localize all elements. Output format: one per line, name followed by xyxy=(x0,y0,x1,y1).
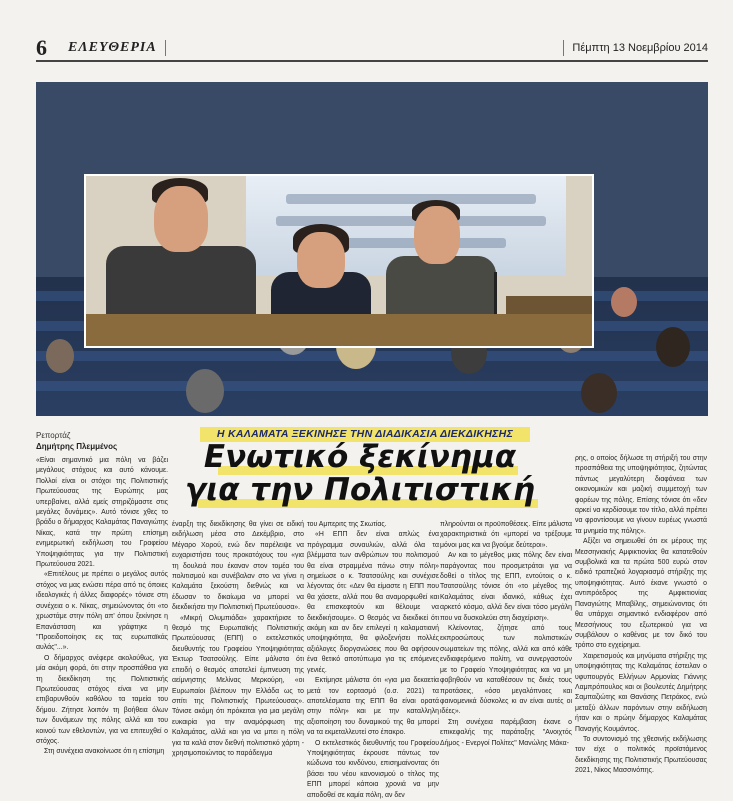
speakers-table xyxy=(86,314,592,346)
paragraph: πληρούνται οι προϋποθέσεις. Είπε μάλιστα χαρακτηριστικά ότι «μπορεί να τρέξουμε μόνοι μας και να βγούμε δεύτεροι». xyxy=(440,521,572,549)
headline-line-2: για την Πολιτιστική xyxy=(185,472,535,508)
page-number: 6 xyxy=(36,35,47,60)
byline-author: Δημήτρης Πλεμμένος xyxy=(36,442,118,451)
paragraph: Ο εκτελεστικός διευθυντής του Γραφείου Υποψηφιότητας έκρουσε πάντως τον κώδωνα του κινδύνου, επισημαίνοντας ότι βάσει του νέου κανονισμού ο τίτλος της ΕΠΠ μπορεί κάποια χρονιά να μην αποδοθεί σε καμία πόλη, αν δεν xyxy=(307,739,439,799)
paragraph: έναρξη της διεκδίκησης θα γίνει σε ειδική εκδήλωση μέσα στο Δεκέμβριο, στο Μέγαρο Χορού, ενώ δεν παρέλειψε να ευχαριστήσει τους προκατόχους του «για τη δουλειά που έκαναν στον τομέα του πολιτισμού και συνέβαλαν στο να γίνει η Καλαμάτα ξεκούστη διεθνώς και να έδωσαν το δικαίωμα να μπορεί να διεκδικήσει την Πολιτιστική Πρωτεύουσα». xyxy=(172,521,304,612)
newspaper-name: ΕΛΕΥΘΕΡΙΑ xyxy=(68,40,157,55)
article-column-2 xyxy=(172,520,304,760)
paragraph: Στη συνέχεια παρέμβαση έκανε ο επικεφαλής της παράταξης "Ανοιχτός Δήμος - Ενεργοί Πολίτες" Μανώλης Μάκα- xyxy=(440,718,572,747)
article-column-1 xyxy=(36,456,168,756)
paragraph: Αξίζει να σημειωθεί ότι εκ μέρους της Μεσσηνιακής Αμφικτιονίας θα κατατεθούν συμβολικά και τα πρώτα 500 ευρώ στον ειδικό τραπεζικό λογαριασμό στήριξης της υποψηφιότητας. Αυτό έκανε γνωστό ο αντιπρόεδρος της Αμφικτιονίας Παναγιώτης Μπαβίλης, σημειώνοντας ότι θα υπάρχει σημαντικό ενδιαφέρον από Μεσσήνιους του εξωτερικού για να συμβάλουν ο καθένας με τον δικό του τρόπο στο εγχείρημα. xyxy=(575,538,707,650)
paragraph: Ο δήμαρχος ανέφερε ακολούθως, για μία ακόμη φορά, ότι στην προσπάθεια για τη διεκδίκηση της Πολιτιστικής Πρωτεύουσας στόχος είναι να μην επιβαρυνθούν καθόλου τα ταμεία του δήμου. Ζήτησε λοιπόν τη βοήθεια όλων των δυνάμεων της πόλης αλλά και του κοινού των εθελοντών, για να επιτευχθεί ο στόχος. xyxy=(36,654,168,745)
paragraph: Αν και το μέγεθος μιας πόλης δεν είναι παράγοντας που προσμετράται για να δοθεί ο τίτλος της ΕΠΠ, εντούτοις ο κ. Τσατσούλης τόνισε ότι «το μέγεθος της Καλαμάτας είναι ιδανικό, κάθως έχει αρκετό κόσμο, αλλά δεν είναι τόσο μεγάλη που να δυσκολεύει στη διαχείριση». xyxy=(440,552,572,622)
issue-date: Πέμπτη 13 Νοεμβρίου 2014 xyxy=(572,42,708,54)
speakers-inset-photo xyxy=(84,174,594,348)
paragraph: Εκτίμησε μάλιστα ότι «για μια δεκαετία μετά τον εορτασμό (ο.σ. 2021) τα αποτελέσματα της ΕΠΠ θα είναι ορατά στην πόλη» και με την καταλληλη αξιοποίηση του δυναμικού της θα μπορεί να τα εκμεταλλευτεί στο έπακρο. xyxy=(307,677,439,737)
headline-line-1: Ενωτικό ξεκίνημα xyxy=(203,439,517,475)
paragraph: «Επιτέλους με πρέπει ο μεγάλος αυτός στόχος να μας ενώσει πέρα από τις όποιες ιδεολογικές ή άλλες διαφορές» τόνισε στη συνέχεια ο κ. Νίκας, σημειώνοντας ότι «το χρωστάμε στην πόλη απ' όπου ξεκίνησε η Επανάσταση και γράφτηκε η "Προειδοποίησις εις τας ευρωπαϊκάς αυλάς"...». xyxy=(36,571,168,652)
paragraph: Στη συνέχεια ανακοίνωσε ότι η επίσημη xyxy=(44,748,165,756)
event-photo xyxy=(36,82,708,416)
article-headline xyxy=(140,441,580,507)
byline-label: Ρεπορτάζ xyxy=(36,431,71,440)
paragraph: «Η ΕΠΠ δεν είναι απλώς ένα πρόγραμμα συναυλιών, αλλά όλα τα βλέμματα των ανθρώπων του πολιτισμού θα είναι στραμμένα πάνω στην πόλη» σημείωσε ο κ. Τσατσούλης και συνέχισε λέγοντας ότι: «Δεν θα είμαστε η ΕΠΠ που θα χάσετε, αλλά που θα αναμορφωθεί και θα επισκεφτούν και θέλουμε να διεκδικήσουμε». Ο θεσμός να διεκδικεί ότι ακόμη και αν δεν επιλεγεί η καλαματιανή υποψηφιότητα, θα φιλοξενήσει πολλές αξιόλογες διοργανώσεις που θα αφήσουν ένα θετικό αποτύπωμα για τις επόμενες γενιές. xyxy=(307,531,439,674)
article-column-5 xyxy=(575,454,707,775)
paragraph: ρης, ο οποίος δήλωσε τη στήριξή του στην προσπάθεια της υποψηφιότητας, ζητώντας πάντως μεγαλύτερη διαφάνεια των οικονομικών και μαζική συμμετοχή των φορέων της πόλης. Επίσης τόνισε ότι «δεν αρκεί να κερδίσουμε τον τίτλο, αλλά πρέπει να φροντίσουμε να γίνουν ευρέως γνωστά τα μνημεία της πόλης». xyxy=(575,455,707,535)
article-kicker: Η ΚΑΛΑΜΑΤΑ ΞΕΚΙΝΗΣΕ ΤΗΝ ΔΙΑΔΙΚΑΣΙΑ ΔΙΕΚΔΙΚΗΣΗΣ xyxy=(200,427,530,442)
paragraph: «Μικρή Ολυμπιάδα» χαρακτήρισε το θεσμό της Ευρωπαϊκής Πολιτιστικής Πρωτεύουσας (ΕΠΠ) ο εκτελεστικός διευθυντής του Γραφείου Υποψηφιότητας Έκτωρ Τσατσούλης. Είπε μάλιστα ότι επειδή ο θεσμός αποτελεί έμπνευση της αείμνηστης Μελίνας Μερκούρη, «οι Ευρωπαίοι βλέπουν την Ελλάδα ως το σπίτι της Πολιτιστικής Πρωτεύουσας». Τόνισε ακόμη ότι πρόκειται για μια μεγάλη ευκαιρία για την αναμόρφωση της Καλαμάτας, αλλά και για να μπει η πόλη για τα καλά στον διεθνή πολιτιστικό χάρτη - χρησιμοποιώντας το παράδειγμα xyxy=(172,614,304,757)
paragraph: του Αμπεριτς της Σκωτίας. xyxy=(307,521,387,528)
article-column-3 xyxy=(307,520,439,799)
paragraph: Χαιρετισμούς και μηνύματα στήριξης της υποψηφιότητας της Καλαμάτας έστειλαν ο υφυπουργός Ελλήνων Αρμονίας Γιάννης Λαμπρόπουλος και οι βουλευτές Δημήτρης Σαμπαζιώτης και Θανάσης Πετράκος, ενώ μεταξύ άλλων παρόντων στην εκδήλωση ήταν και ο πρώην δήμαρχος Καλαμάτας Παναγής Κουμάντος. xyxy=(575,652,707,733)
paragraph: Κλείνοντας, ζήτησε από τους εκπροσώπους των πολιτιστικών σωματείων της πόλης, αλλά και από κάθε ενδιαφερόμενο πολίτη, να συνεργαστούν με το Γραφείο Υποψηφιότητας και να μη φοβηθούν να καταθέσουν τις δικές τους προτάσεις, «όσο μεγαλόπνοες και φαινομενικά δύσκολες κι αν είναι αυτές οι ιδέες». xyxy=(440,625,572,716)
page-header xyxy=(36,36,708,62)
paragraph: «Είναι σημαντικό μια πόλη να βάζει μεγάλους στόχους και αυτό κάνουμε. Πολλοί είναι οι στόχοι της Πολιτιστικής Πρωτεύουσας της Ευρώπης μας υπερβαίνει, αλλά εμείς στηριζόμαστε στις μεγάλες δυνάμεις». Αυτό τόνισε χθες το βράδυ ο δήμαρχος Καλαμάτας Παναγιώτης Νίκας, κατά την πρώτη επίσημη ενημερωτική εκδήλωση του Γραφείου Υποψηφιότητας για την Πολιτιστική Πρωτεύουσα 2021. xyxy=(36,457,168,569)
header-divider xyxy=(165,40,565,56)
paragraph: Το συντονισμό της χθεσινής εκδήλωσης τον είχε ο πολιτικός προϊστάμενος διεκδίκησης της Πολιτιστικής Πρωτεύουσας 2021, Νίκος Μασσινόπης. xyxy=(575,735,707,775)
article-column-4 xyxy=(440,520,572,760)
